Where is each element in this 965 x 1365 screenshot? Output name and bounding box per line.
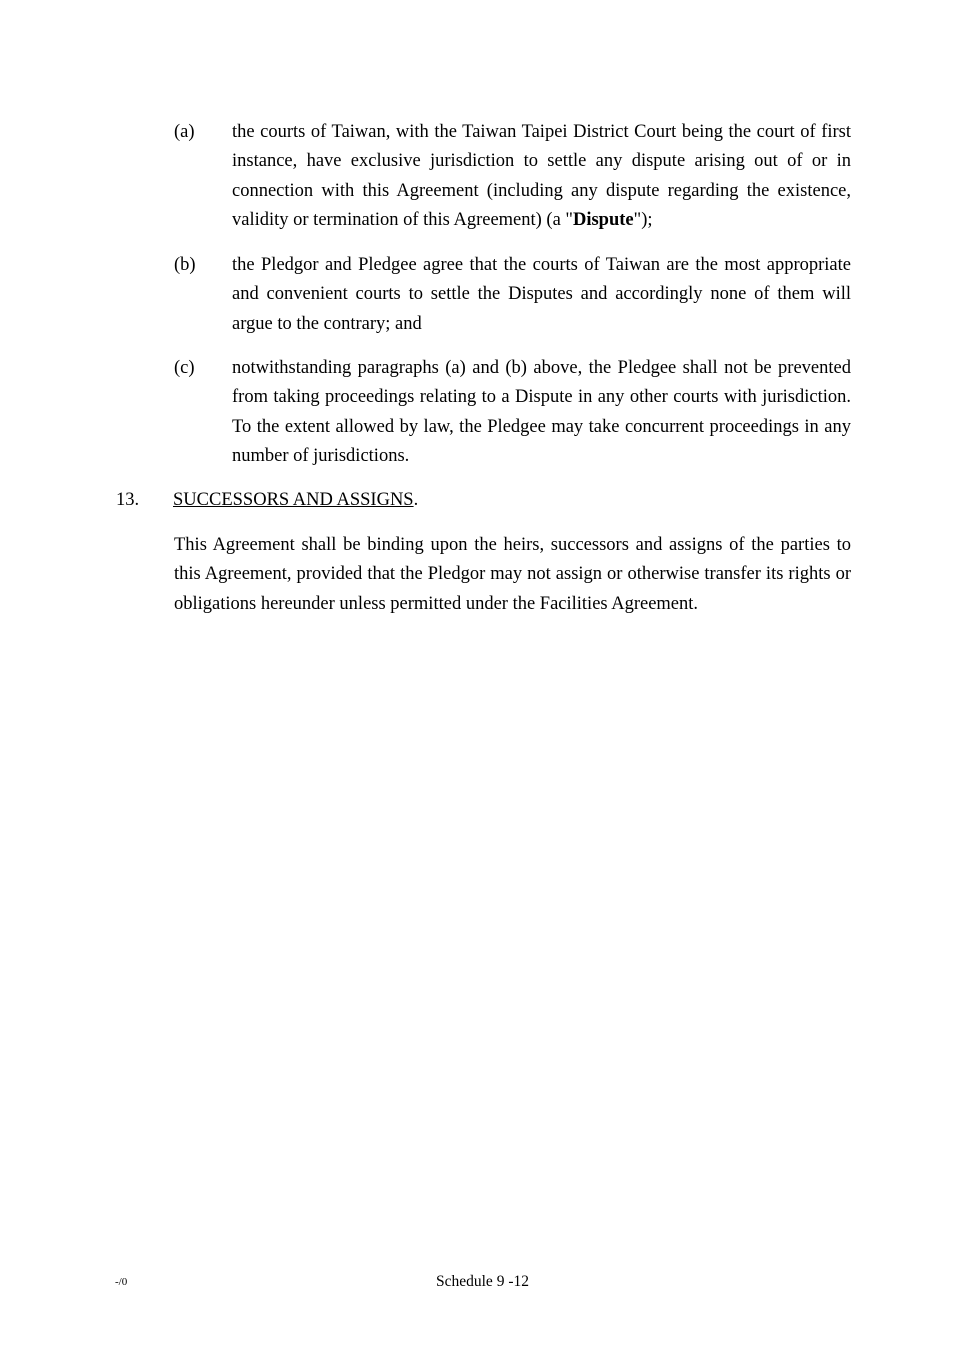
footer-reference: -/0 — [115, 1276, 128, 1288]
defined-term-dispute: Dispute — [572, 209, 634, 230]
item-a-text — [232, 118, 851, 235]
item-b-label: (b) — [174, 255, 196, 275]
page-number: Schedule 9 -12 — [436, 1273, 529, 1290]
item-c-text: notwithstanding paragraphs (a) and (b) above, the Pledgee shall not be prevented from taking proceedings relating to a Dispute in any other courts with jurisdiction. To the extent allowed by law, the Pledgee may take concurrent proceedings in any number of jurisdictions. — [232, 358, 851, 466]
item-a-label: (a) — [174, 122, 195, 142]
section-body: This Agreement shall be binding upon the heirs, successors and assigns of the parties to this Agreement, provided that the Pledgor may not assign or otherwise transfer its rights or obligations hereunder unless permitted under the Facilities Agreement. — [174, 535, 851, 614]
section-heading — [173, 486, 418, 515]
item-a-text-before: the courts of Taiwan, with the Taiwan Taipei District Court being the court of first instance, have exclusive jurisdiction to settle any dispute arising out of or in connection with this Agreement (including any dispute regarding the existence, validity or termination of this Agreement) (a " — [232, 122, 851, 230]
item-b-text: the Pledgor and Pledgee agree that the courts of Taiwan are the most appropriate and convenient courts to settle the Disputes and accordingly none of them will argue to the contrary; and — [232, 255, 851, 334]
section-number: 13. — [116, 490, 140, 510]
item-a-text-after: "); — [633, 209, 653, 230]
section-heading-suffix: . — [413, 490, 419, 510]
section-heading-text: SUCCESSORS AND ASSIGNS — [173, 490, 414, 510]
item-c-label: (c) — [174, 358, 195, 378]
